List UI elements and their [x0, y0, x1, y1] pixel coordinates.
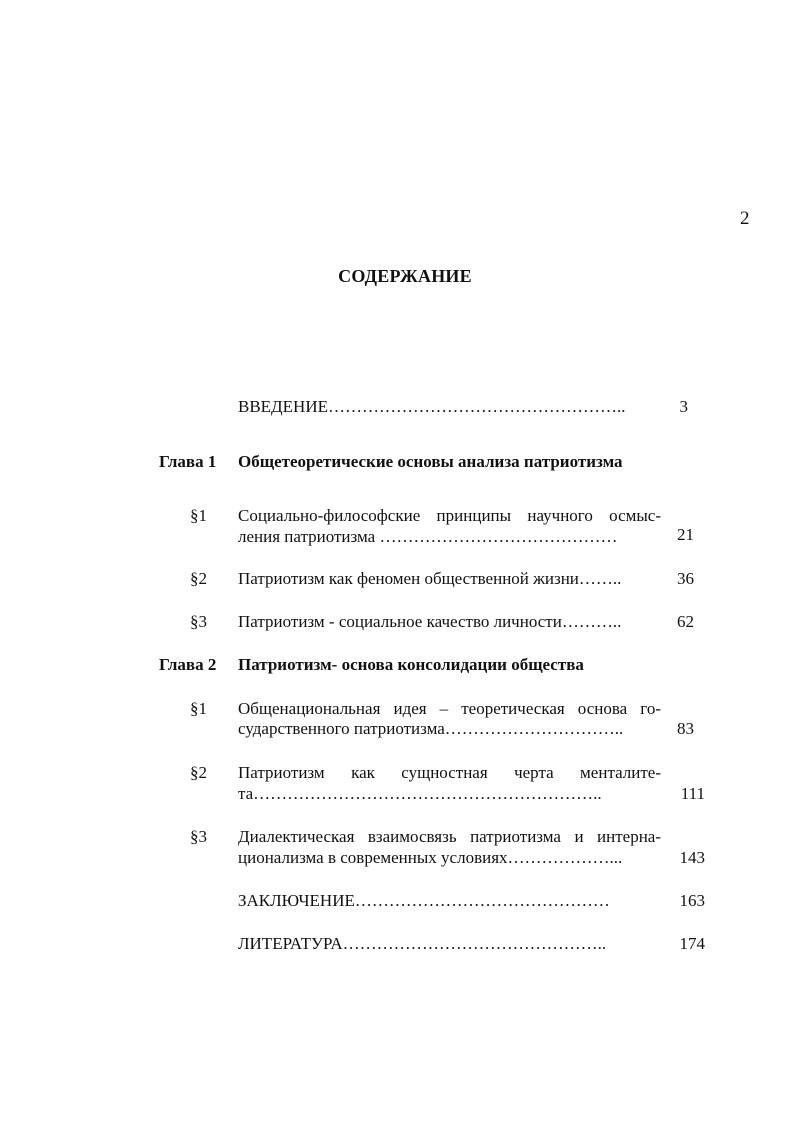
toc-literature-page: 174 — [679, 934, 705, 953]
chapter-1-title: Общетеоретические основы анализа патриотизма — [238, 452, 623, 471]
ch2-sec1-num: §1 — [190, 699, 207, 718]
ch2-sec1-line2: сударственного патриотизма………………………….. — [238, 719, 624, 738]
toc-intro-page: 3 — [679, 397, 688, 416]
ch1-sec1-num: §1 — [190, 506, 207, 525]
chapter-1-label: Глава 1 — [159, 452, 217, 471]
ch1-sec1-line2: ления патриотизма …………………………………… — [238, 527, 618, 546]
ch1-sec1-line1: Социально-философские принципы научного осмыс- — [238, 506, 661, 525]
ch2-sec2-line1: Патриотизм как сущностная черта менталите- — [238, 763, 661, 782]
ch2-sec3-num: §3 — [190, 827, 207, 846]
ch2-sec2-line2: та…………………………………………………….. — [238, 784, 602, 803]
ch2-sec1-page: 83 — [677, 719, 694, 738]
ch1-sec1-page: 21 — [677, 525, 694, 544]
ch2-sec2-page: 111 — [680, 784, 705, 803]
ch2-sec3-page: 143 — [679, 848, 705, 867]
ch2-sec2-num: §2 — [190, 763, 207, 782]
ch1-sec3-page: 62 — [677, 612, 694, 631]
chapter-2-label: Глава 2 — [159, 655, 217, 674]
ch2-sec3-line1: Диалектическая взаимосвязь патриотизма и интерна- — [238, 827, 661, 846]
toc-conclusion-text: ЗАКЛЮЧЕНИЕ……………………………………… — [238, 891, 610, 910]
ch1-sec2-num: §2 — [190, 569, 207, 588]
page-number: 2 — [740, 208, 750, 229]
ch1-sec3-line1: Патриотизм - социальное качество личности……….. — [238, 612, 622, 631]
toc-intro-text: ВВЕДЕНИЕ…………………………………………….. — [238, 397, 626, 416]
ch2-sec1-line1: Общенациональная идея – теоретическая основа го- — [238, 699, 661, 718]
ch1-sec3-num: §3 — [190, 612, 207, 631]
ch1-sec2-page: 36 — [677, 569, 694, 588]
ch1-sec2-line1: Патриотизм как феномен общественной жизни…….. — [238, 569, 622, 588]
page-title: СОДЕРЖАНИЕ — [338, 266, 472, 286]
toc-conclusion-page: 163 — [679, 891, 705, 910]
chapter-2-title: Патриотизм- основа консолидации общества — [238, 655, 584, 674]
toc-literature-text: ЛИТЕРАТУРА……………………………………….. — [238, 934, 607, 953]
ch2-sec3-line2: ционализма в современных условиях………………... — [238, 848, 623, 867]
